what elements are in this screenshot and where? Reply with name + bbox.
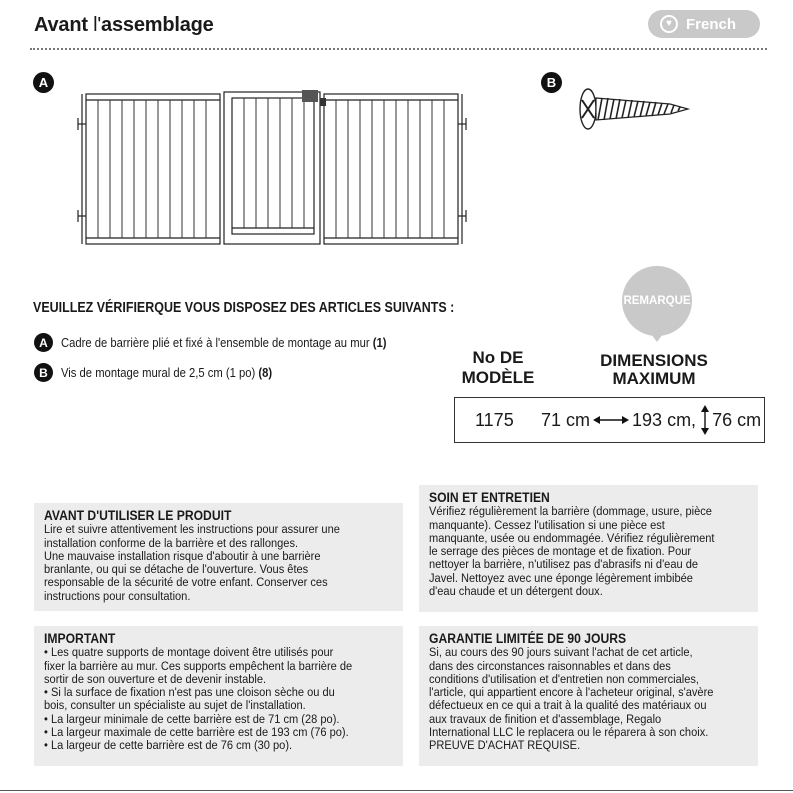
height: 76 cm (712, 409, 762, 430)
title-bold: Avant (34, 14, 88, 36)
gate-frame-illustration (74, 84, 474, 250)
heart-icon: ♥ (660, 15, 678, 33)
min-width: 71 cm (541, 409, 591, 430)
care-section: SOIN ET ENTRETIEN Vérifiez régulièrement la barrière (dommage, usure, pièce manquante). Cessez l'utilisation si une pièce est manquante, usée ou endommagée. Vérifiez régulièrement le serrage des pièces de montage et de fixation. Pour nettoyer la barrière, n'utilisez pas d'abrasifs ni d'eau de Javel. Nettoyez avec une éponge légèrement imbibée d'eau chaude et un détergent doux. (419, 485, 758, 612)
language-badge (648, 10, 760, 38)
header-divider (30, 48, 767, 50)
checklist-item-b (34, 363, 296, 382)
part-a-badge: A (33, 72, 54, 93)
model-number-header: No DE MODÈLE (461, 348, 535, 387)
language-label: French (686, 15, 737, 33)
max-width: 193 cm, (632, 409, 697, 430)
screw-illustration (574, 86, 694, 132)
care-title: SOIN ET ENTRETIEN (429, 490, 550, 505)
checklist-heading: VEUILLEZ VÉRIFIERQUE VOUS DISPOSEZ DES ARTICLES SUIVANTS : (33, 300, 455, 316)
item-b-text: Vis de montage mural de 2,5 cm (1 po) (8) (61, 365, 273, 380)
model-number: 1175 (475, 409, 514, 430)
part-b-badge: B (541, 72, 562, 93)
title-thin: l' (87, 14, 102, 36)
warranty-section: GARANTIE LIMITÉE DE 90 JOURS Si, au cours des 90 jours suivant l'achat de cet article, dans des circonstances raisonnables et dans des conditions d'utilisation et d'entretien non commerciales, l'article, qui appartient encore à l'acheteur original, s'avère défectueux en ce qui a trait à la qualité des matériaux ou aux travaux de finition et d'assemblage, Regalo International LLC le replacera ou le réparera à son choix. PREUVE D'ACHAT REQUISE. (419, 626, 758, 766)
important-section: IMPORTANT • Les quatre supports de montage doivent être utilisés pour fixer la barrière au mur. Ces supports empêchent la barrière de sortir de son ouverture et de devenir instable. • Si la surface de fixation n'est pas une cloison sèche ou du bois, consulter un spécialiste au sujet de l'installation. • La largeur minimale de cette barrière est de 71 cm (28 po). • La largeur maximale de cette barrière est de 193 cm (76 po). • La largeur de cette barrière est de 76 cm (30 po). (34, 626, 403, 766)
dimensions-box (454, 397, 765, 443)
before-use-section: AVANT D'UTILISER LE PRODUIT Lire et suivre attentivement les instructions pour assurer une installation conforme de la barrière et des rallonges. Une mauvaise installation risque d'aboutir à une barrière branlante, ou qui se détache de l'ouverture. Vous êtes responsable de la sécurité de votre enfant. Conserver ces instructions pour consultation. (34, 503, 403, 611)
checklist-item-a (34, 333, 423, 352)
before-use-title: AVANT D'UTILISER LE PRODUIT (44, 508, 232, 523)
height-arrow-icon (700, 405, 710, 435)
page-title (34, 14, 214, 37)
footer-rule (0, 790, 793, 791)
important-title: IMPORTANT (44, 631, 116, 646)
item-a-qty: (1) (372, 335, 387, 350)
remark-pointer (648, 330, 666, 342)
item-b-qty: (8) (258, 365, 273, 380)
remark-label: REMARQUE (623, 295, 691, 307)
width-range-arrow-icon (593, 414, 629, 426)
title-rest: assemblage (101, 14, 214, 36)
remark-bubble (622, 266, 692, 336)
dimensions-header: DIMENSIONS MAXIMUM (600, 351, 708, 388)
item-a-badge: A (34, 333, 53, 352)
warranty-title: GARANTIE LIMITÉE DE 90 JOURS (429, 631, 627, 646)
item-b-badge: B (34, 363, 53, 382)
item-a-text: Cadre de barrière plié et fixé à l'ensemble de montage au mur (1) (61, 335, 387, 350)
